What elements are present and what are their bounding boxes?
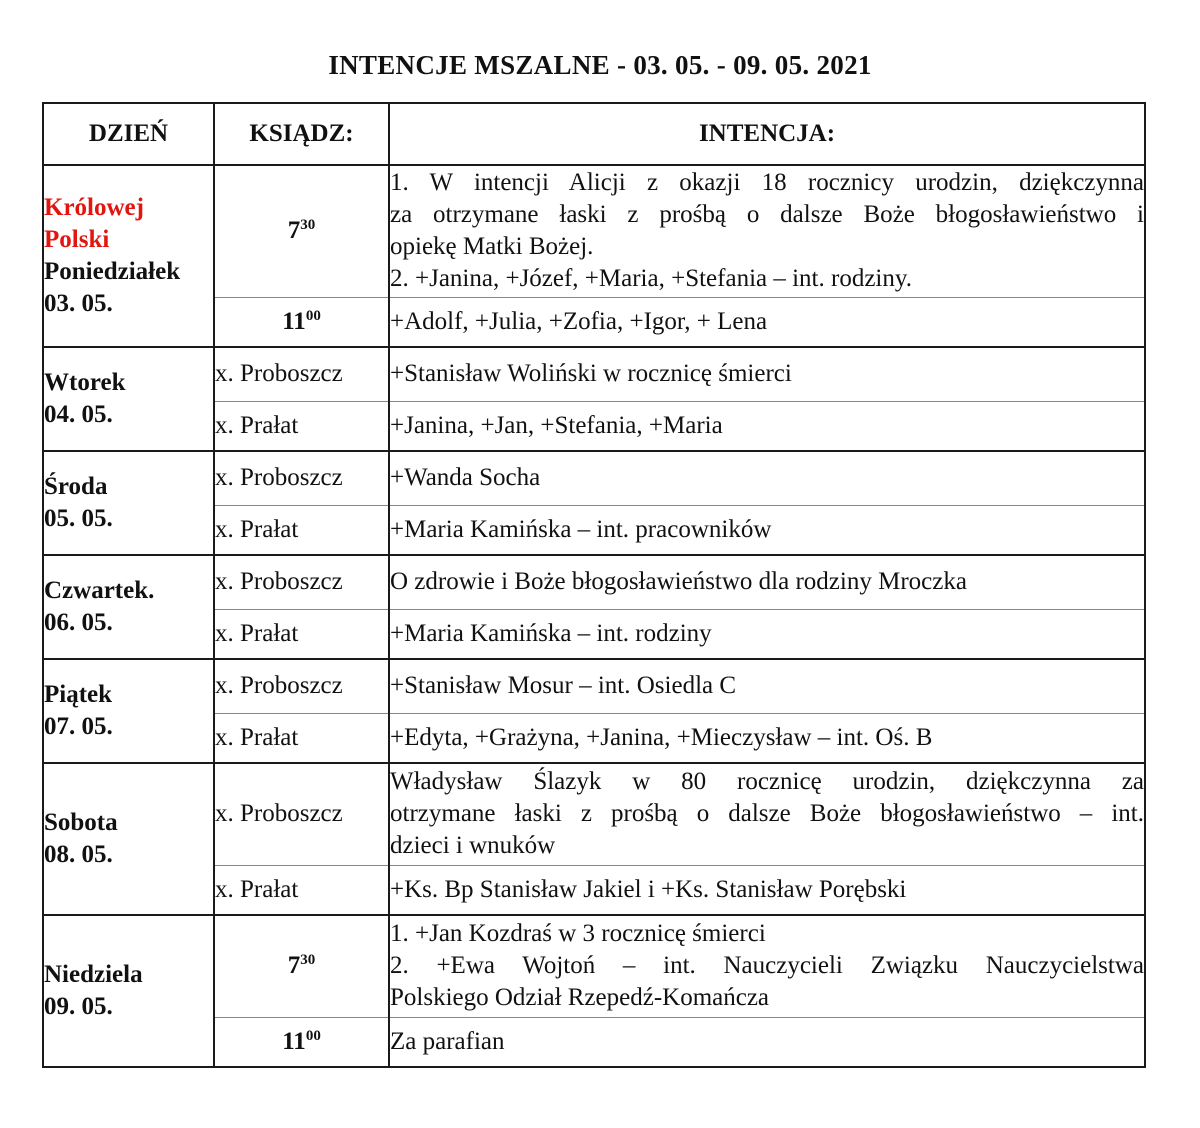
day-cell	[43, 659, 214, 763]
intention-line: 2. +Janina, +Józef, +Maria, +Stefania – int. rodziny.	[390, 265, 912, 293]
intention-cell: +Edyta, +Grażyna, +Janina, +Mieczysław – int. Oś. B	[389, 713, 1145, 763]
day-name: Piątek	[44, 681, 113, 708]
intention-cell: +Maria Kamińska – int. pracowników	[389, 505, 1145, 555]
day-cell	[43, 555, 214, 659]
header-intention: INTENCJA:	[389, 103, 1145, 165]
header-priest: KSIĄDZ:	[214, 103, 389, 165]
day-cell	[43, 165, 214, 347]
day-name: Środa	[44, 473, 108, 500]
intention-cell: +Ks. Bp Stanisław Jakiel i +Ks. Stanisław Porębski	[389, 865, 1145, 915]
day-cell	[43, 915, 214, 1067]
intention-cell	[389, 915, 1145, 1017]
day-name: Sobota	[44, 809, 118, 836]
priest-cell: x. Prałat	[214, 609, 389, 659]
table-row	[43, 915, 1145, 1017]
intention-line: 2. +Ewa Wojtoń – int. Nauczycieli Związku Nauczycielstwa	[390, 952, 1144, 980]
intention-cell: +Maria Kamińska – int. rodziny	[389, 609, 1145, 659]
day-name: Niedziela	[44, 961, 143, 988]
intention-cell: Za parafian	[389, 1017, 1145, 1067]
priest-cell: x. Proboszcz	[214, 555, 389, 609]
feast-name: Polski	[44, 226, 110, 253]
day-date: 03. 05.	[44, 290, 113, 317]
priest-cell: x. Prałat	[214, 505, 389, 555]
table-row	[43, 165, 1145, 297]
table-row	[43, 763, 1145, 865]
intention-cell	[389, 763, 1145, 865]
intention-cell: +Stanisław Mosur – int. Osiedla C	[389, 659, 1145, 713]
mass-time: $11^{00}$	[214, 1017, 389, 1067]
intention-cell	[389, 165, 1145, 297]
priest-cell: x. Proboszcz	[214, 763, 389, 865]
header-day: DZIEŃ	[43, 103, 214, 165]
day-date: 09. 05.	[44, 993, 113, 1020]
priest-cell: x. Proboszcz	[214, 659, 389, 713]
intention-line: Polskiego Odział Rzepedź-Komańcza	[390, 984, 770, 1012]
page-title: INTENCJE MSZALNE - 03. 05. - 09. 05. 2021	[328, 50, 872, 80]
mass-intentions-table	[42, 102, 1146, 1068]
priest-cell: x. Proboszcz	[214, 347, 389, 401]
intention-line: 1. +Jan Kozdraś w 3 rocznicę śmierci	[390, 920, 766, 948]
day-date: 08. 05.	[44, 841, 113, 868]
intention-line: za otrzymane łaski z prośbą o dalsze Boże błogosławieństwo i	[390, 201, 1144, 229]
table-row	[43, 555, 1145, 609]
day-name: Czwartek.	[44, 577, 155, 604]
intention-cell: +Janina, +Jan, +Stefania, +Maria	[389, 401, 1145, 451]
day-date: 05. 05.	[44, 505, 113, 532]
intention-cell: +Adolf, +Julia, +Zofia, +Igor, + Lena	[389, 297, 1145, 347]
day-date: 04. 05.	[44, 401, 113, 428]
day-cell	[43, 451, 214, 555]
table-row	[43, 451, 1145, 505]
priest-cell: x. Prałat	[214, 401, 389, 451]
feast-name: Królowej	[44, 194, 144, 221]
day-name: Wtorek	[44, 369, 126, 396]
priest-cell: x. Prałat	[214, 865, 389, 915]
table-row	[43, 659, 1145, 713]
day-name: Poniedziałek	[44, 258, 181, 285]
mass-time: $7^{30}$	[214, 165, 389, 297]
day-cell	[43, 763, 214, 915]
mass-time: $11^{00}$	[214, 297, 389, 347]
intention-line: opiekę Matki Bożej.	[390, 233, 594, 261]
intention-line: 1. W intencji Alicji z okazji 18 rocznicy urodzin, dziękczynna	[390, 169, 1144, 197]
day-date: 06. 05.	[44, 609, 113, 636]
intention-line: dzieci i wnuków	[390, 832, 556, 860]
priest-cell: x. Proboszcz	[214, 451, 389, 505]
table-row	[43, 347, 1145, 401]
intention-line: Władysław Ślazyk w 80 rocznicę urodzin, dziękczynna za	[390, 768, 1144, 796]
priest-cell: x. Prałat	[214, 713, 389, 763]
intention-cell: +Wanda Socha	[389, 451, 1145, 505]
intention-cell: +Stanisław Woliński w rocznicę śmierci	[389, 347, 1145, 401]
day-date: 07. 05.	[44, 713, 113, 740]
intention-cell: O zdrowie i Boże błogosławieństwo dla rodziny Mroczka	[389, 555, 1145, 609]
table-header-row	[43, 103, 1145, 165]
mass-time: $7^{30}$	[214, 915, 389, 1017]
day-cell	[43, 347, 214, 451]
intention-line: otrzymane łaski z prośbą o dalsze Boże błogosławieństwo – int.	[390, 800, 1144, 828]
